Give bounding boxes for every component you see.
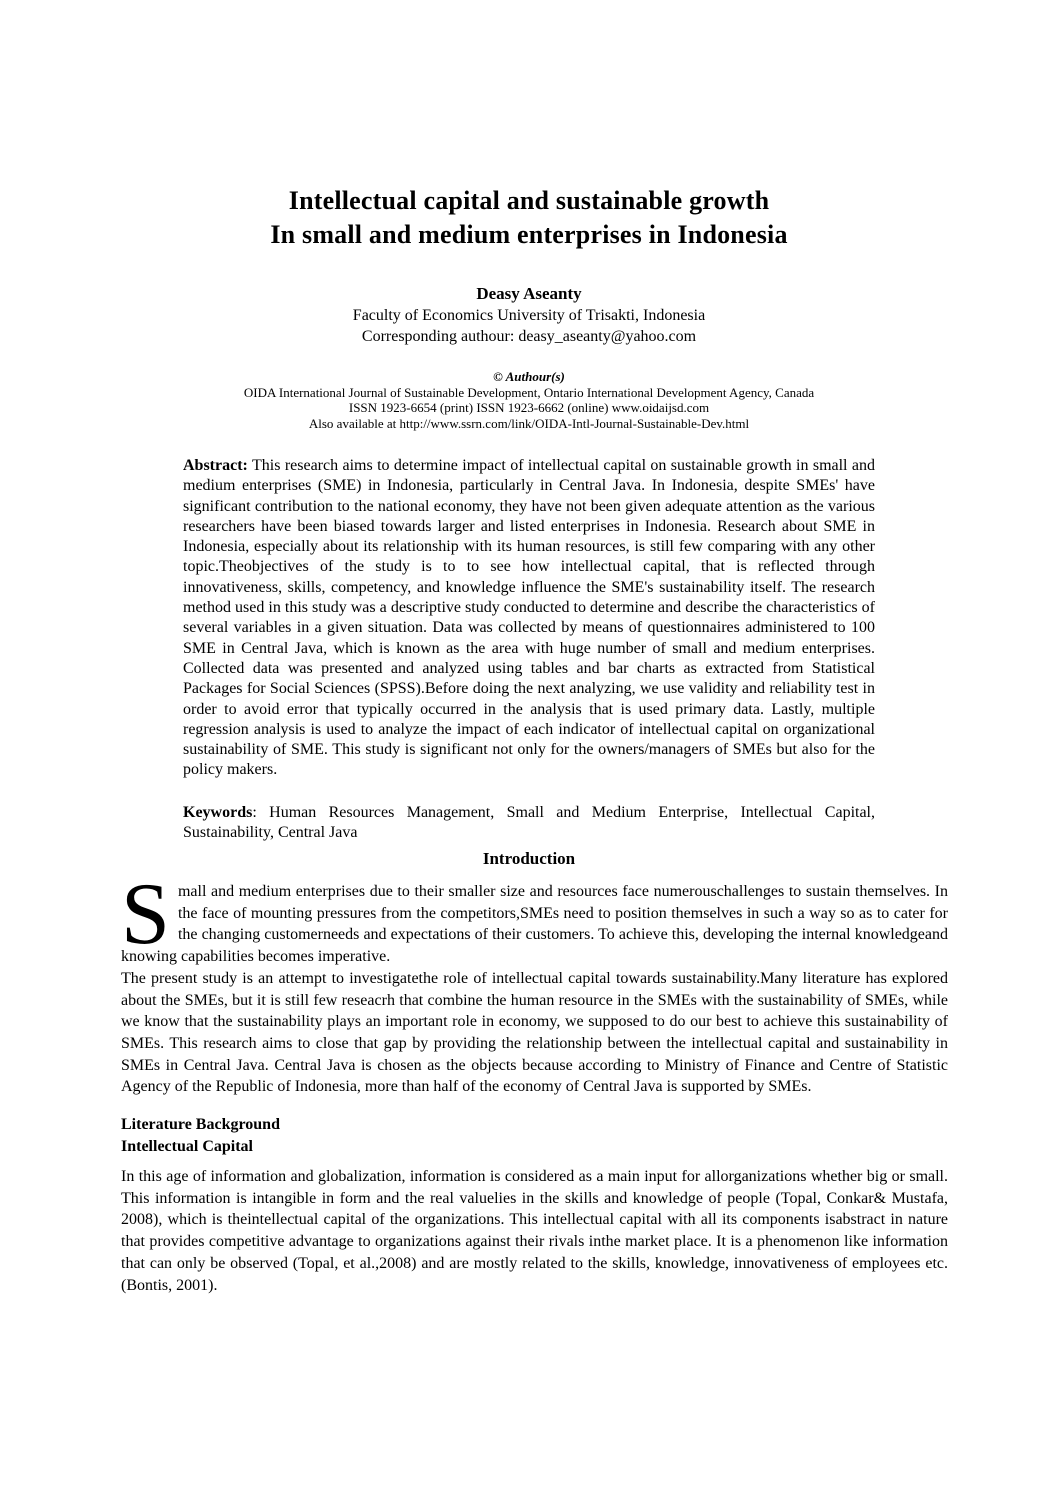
author-affiliation: Faculty of Economics University of Trisakti, Indonesia — [352, 306, 706, 324]
journal-imprint — [0, 369, 1058, 431]
introduction-paragraph-1 — [121, 866, 948, 968]
copyright-line: © Authour(s) — [493, 369, 565, 384]
issn-line: ISSN 1923-6654 (print) ISSN 1923-6662 (online) www.oidaijsd.com — [348, 400, 710, 416]
keywords — [183, 803, 875, 844]
introduction-paragraph-2: The present study is an attempt to investigatethe role of intellectual capital towards sustainability.Many literature has explored about the SMEs, but it is still few reseacrh that combine the human resource in the SMEs with the sustainability of SMEs, while we know that the sustainability plays an important role in economy, we supposed to do our best to achieve this sustainability of SMEs. This research aims to close that gap by providing the relationship between the intellectual capital and sustainability in SMEs in Central Java. Central Java is chosen as the objects because according to Ministry of Finance and Centre of Statistic Agency of the Republic of Indonesia, more than half of the economy of Central Java is supported by SMEs. — [121, 969, 948, 1096]
paper-title-line2: In small and medium enterprises in Indonesia — [270, 220, 788, 249]
introduction-heading: Introduction — [482, 849, 576, 868]
author-name: Deasy Aseanty — [476, 284, 582, 303]
abstract-text: This research aims to determine impact of intellectual capital on sustainable growth in small and medium enterprises (SME) in Indonesia, particularly in Central Java. In Indonesia, despite SMEs' have significant contribution to the national economy, they have not been given adequate attention as the various researchers have been biased towards larger and listed enterprises in Indonesia. Research about SME in Indonesia, especially about its relationship with its human resources, is still few comparing with any other topic.Theobjectives of the study is to to see how intellectual capital, that is reflected through innovativeness, skills, competency, and knowledge influence the SME's sustainability itself. The research method used in this study was a descriptive study conducted to determine and describe the characteristics of several variables in a given situation. Data was collected by means of questionnaires administered to 100 SME in Central Java, which is known as the area with huge number of small and medium enterprises. Collected data was presented and analyzed using tables and bar charts as extracted from Statistical Packages for Social Sciences (SPSS).Before doing the next analyzing, we use validity and reliability test in order to avoid error that typically occurred in the analysis that is used primary data. Lastly, multiple regression analysis is used to analyze the impact of each indicator of intellectual capital on organizational sustainability of SME. This study is significant not only for the owners/managers of SMEs but also for the policy makers. — [183, 457, 875, 779]
paper-title-line1: Intellectual capital and sustainable growth — [288, 186, 770, 215]
abstract — [183, 456, 875, 781]
paper-title — [0, 184, 1058, 252]
literature-background-heading: Literature Background — [121, 1116, 280, 1133]
keywords-label: Keywords — [183, 804, 253, 821]
corresponding-author-line: Corresponding authour: deasy_aseanty@yahoo.com — [361, 328, 697, 345]
abstract-label: Abstract: — [183, 457, 248, 474]
literature-headings — [121, 1114, 948, 1158]
introduction-paragraph-1-text: mall and medium enterprises due to their smaller size and resources face numerouschallenges to sustain themselves. In the face of mounting pressures from the competitors,SMEs need to position themselves in such a way so as to cater for the changing customerneeds and expectations of their customers. To achieve this, developing the internal knowledgeand knowing capabilities becomes imperative. — [121, 883, 948, 966]
literature-section — [121, 1166, 948, 1296]
intellectual-capital-heading: Intellectual Capital — [121, 1138, 253, 1155]
literature-paragraph: In this age of information and globalization, information is considered as a main input for allorganizations whether big or small. This information is intangible in form and the real valuelies in the skills and knowledge of people (Topal, Conkar& Mustafa, 2008), which is theintellectual capital of the organizations. This intellectual capital with all its components isabstract in nature that provides competitive advantage to organizations against their rivals inthe market place. It is a phenomenon like information that can only be observed (Topal, et al.,2008) and are mostly related to the skills, knowledge, innovativeness of employees etc.(Bontis, 2001). — [121, 1168, 948, 1294]
byline — [0, 283, 1058, 348]
availability-line: Also available at http://www.ssrn.com/link/OIDA-Intl-Journal-Sustainable-Dev.html — [308, 415, 750, 431]
journal-name-line: OIDA International Journal of Sustainable Development, Ontario International Development Agency, Canada — [243, 384, 815, 400]
keywords-text: : Human Resources Management, Small and Medium Enterprise, Intellectual Capital, Sustainability, Central Java — [183, 804, 875, 842]
introduction-section — [121, 866, 948, 1098]
dropcap-letter: S — [121, 866, 170, 963]
